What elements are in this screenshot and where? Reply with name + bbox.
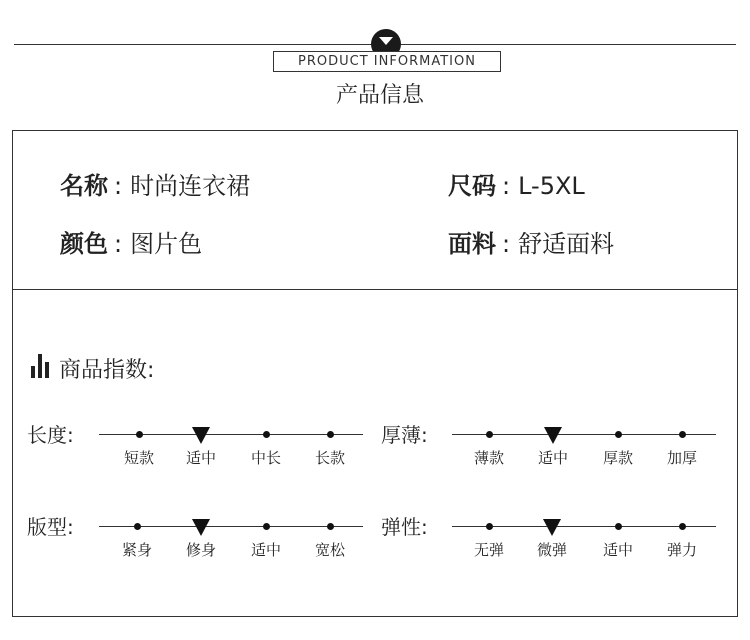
info-color-label: 颜色 xyxy=(60,230,108,258)
info-fabric-colon: : xyxy=(502,230,511,258)
scale-option: 紧身 xyxy=(121,541,152,559)
scale-dot xyxy=(679,523,686,530)
scale-option: 无弹 xyxy=(473,541,504,559)
scale-option: 中长 xyxy=(250,449,281,467)
scale-option: 适中 xyxy=(250,541,281,559)
scale-dot xyxy=(615,523,622,530)
basic-info-box xyxy=(12,130,738,290)
scale-option: 微弹 xyxy=(536,541,567,559)
product-information-cn-title: 产品信息 xyxy=(335,83,424,108)
scale-option: 短款 xyxy=(123,449,154,467)
scale-dot xyxy=(263,431,270,438)
info-name-label: 名称 xyxy=(60,172,108,200)
scale-option: 弹力 xyxy=(666,541,697,559)
info-fabric-label: 面料 xyxy=(448,230,496,258)
scale-label: 长度: xyxy=(27,423,74,447)
bar-chart-icon xyxy=(31,352,55,378)
header-badge-arrow-icon xyxy=(379,37,393,45)
scale-dot xyxy=(327,523,334,530)
info-size-colon: : xyxy=(502,172,511,200)
selected-marker-icon xyxy=(192,519,210,536)
product-index-title: 商品指数: xyxy=(59,358,155,383)
scale-dot xyxy=(615,431,622,438)
scale-dot xyxy=(679,431,686,438)
scale-dot xyxy=(136,431,143,438)
info-name-value: 时尚连衣裙 xyxy=(130,172,251,200)
scale-label: 厚薄: xyxy=(381,423,428,447)
info-fabric xyxy=(448,224,614,259)
scale-dot xyxy=(486,431,493,438)
scale-dot xyxy=(263,523,270,530)
info-name-colon: : xyxy=(114,172,123,200)
scale-dot xyxy=(486,523,493,530)
scale-option: 适中 xyxy=(185,449,216,467)
selected-marker-icon xyxy=(543,519,561,536)
scale-option: 薄款 xyxy=(473,449,504,467)
scale-option: 修身 xyxy=(185,541,216,559)
scale-label: 弹性: xyxy=(381,515,428,539)
scale-dot xyxy=(134,523,141,530)
scale-option: 厚款 xyxy=(602,449,633,467)
info-size xyxy=(448,166,585,201)
scale-option: 适中 xyxy=(602,541,633,559)
scale-label: 版型: xyxy=(27,515,74,539)
scale-option: 宽松 xyxy=(314,541,345,559)
info-size-value: L-5XL xyxy=(518,172,585,200)
info-name xyxy=(60,166,250,201)
scale-option: 适中 xyxy=(537,449,568,467)
product-information-title: PRODUCT INFORMATION xyxy=(273,51,501,72)
info-fabric-value: 舒适面料 xyxy=(518,230,615,258)
scale-option: 长款 xyxy=(314,449,345,467)
info-color-colon: : xyxy=(114,230,123,258)
scale-option: 加厚 xyxy=(666,449,697,467)
info-color-value: 图片色 xyxy=(130,230,203,258)
info-size-label: 尺码 xyxy=(448,172,496,200)
scale-dot xyxy=(327,431,334,438)
selected-marker-icon xyxy=(192,427,210,444)
info-color xyxy=(60,224,202,259)
selected-marker-icon xyxy=(544,427,562,444)
